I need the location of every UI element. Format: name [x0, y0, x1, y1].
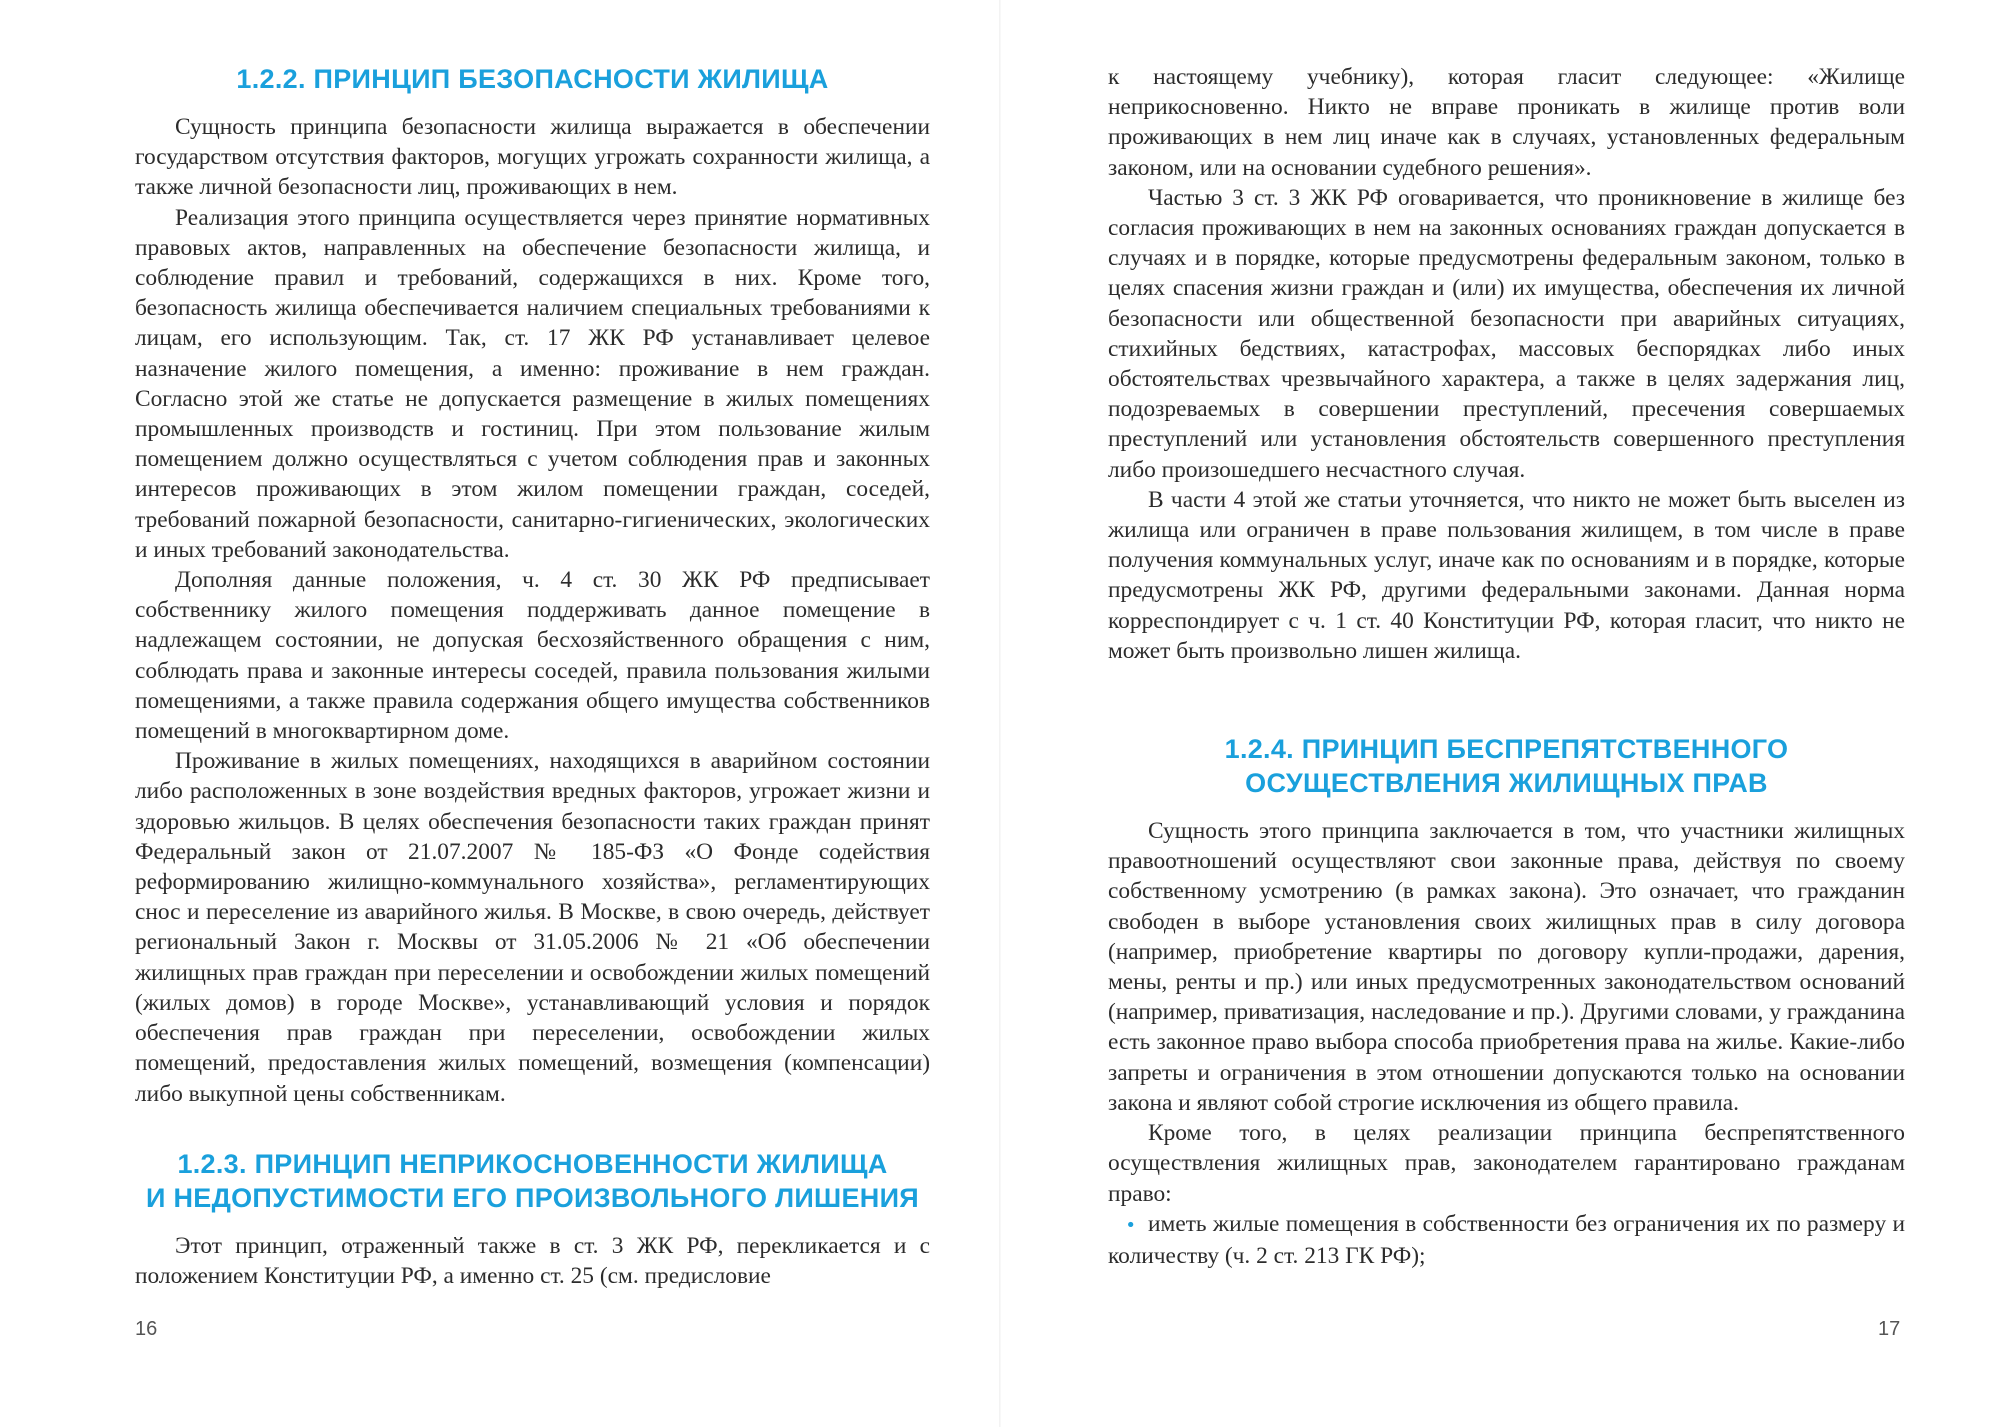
heading-1-2-4-line-2: ОСУЩЕСТВЛЕНИЯ ЖИЛИЩНЫХ ПРАВ	[1245, 768, 1768, 799]
paragraph: В части 4 этой же статьи уточняется, что никто не может быть выселен из жилища или ограничен в праве пользования жилищем, в том числе в праве получения коммунальных услуг, иначе как по основаниям и в порядке, которые предусмотрены ЖК РФ, другими федеральными законами. Данная норма корреспондирует с ч. 1 ст. 40 Конституции РФ, которая гласит, что никто не может быть произвольно лишен жилища.	[1108, 486, 1905, 664]
book-gutter	[999, 0, 1001, 1427]
heading-1-2-3-line-1: 1.2.3. ПРИНЦИП НЕПРИКОСНОВЕННОСТИ ЖИЛИЩА	[177, 1148, 888, 1179]
list-item	[1108, 1209, 1905, 1271]
right-page	[1108, 62, 1905, 1362]
heading-1-2-2	[135, 62, 930, 96]
list-item-text: иметь жилые помещения в собственности без ограничения их по размеру и количеству (ч. 2 ст. 213 ГК РФ);	[1108, 1210, 1905, 1269]
paragraph: Сущность принципа безопасности жилища выражается в обеспечении государством отсутствия факторов, могущих угрожать сохранности жилища, а также личной безопасности лиц, проживающих в нем.	[135, 114, 930, 201]
bullet-list	[1108, 1209, 1905, 1271]
bullet-icon: •	[1125, 1214, 1136, 1236]
heading-1-2-3-line-2: И НЕДОПУСТИМОСТИ ЕГО ПРОИЗВОЛЬНОГО ЛИШЕНИЯ	[145, 1182, 919, 1213]
heading-1-2-4-line-1: 1.2.4. ПРИНЦИП БЕСПРЕПЯТСТВЕННОГО	[1224, 734, 1789, 765]
paragraph: Дополняя данные положения, ч. 4 ст. 30 ЖК РФ предписывает собственнику жилого помещения поддерживать данное помещение в надлежащем состоянии, не допуская бесхозяйственного обращения с ним, соблюдать права и законные интересы соседей, правила пользования жилыми помещениями, а также правила содержания общего имущества собственников помещений в многоквартирном доме.	[135, 567, 930, 745]
paragraph-continuation: к настоящему учебнику), которая гласит следующее: «Жилище неприкосновенно. Никто не вправе проникать в жилище против воли проживающих в нем лиц иначе как в случаях, установленных федеральным законом, или на основании судебного решения».	[1108, 64, 1905, 181]
paragraph: Кроме того, в целях реализации принципа беспрепятственного осуществления жилищных прав, законодателем гарантировано гражданам право:	[1108, 1120, 1905, 1207]
paragraph: Сущность этого принципа заключается в том, что участники жилищных правоотношений осуществляют свои законные права, действуя по своему собственному усмотрению (в рамках закона). Это означает, что гражданин свободен в выборе установления своих жилищных прав в силу договора (например, приобретение квартиры по договору купли-продажи, дарения, мены, ренты и пр.) или иных предусмотренных законодательством оснований (например, приватизация, наследование и пр.). Другими словами, у гражданина есть законное право выбора способа приобретения права на жилье. Какие-либо запреты и ограничения в этом отношении допускаются только на основании закона и являют собой строгие исключения из общего правила.	[1108, 818, 1905, 1116]
heading-1-2-3	[135, 1147, 930, 1215]
paragraph: Этот принцип, отраженный также в ст. 3 ЖК РФ, перекликается и с положением Конституции РФ, а именно ст. 25 (см. предисловие	[135, 1232, 930, 1289]
paragraph: Проживание в жилых помещениях, находящихся в аварийном состоянии либо расположенных в зоне воздействия вредных факторов, угрожает жизни и здоровью жильцов. В целях обеспечения безопасности таких граждан принят Федеральный закон от 21.07.2007 № 185-ФЗ «О Фонде содействия реформированию жилищно-коммунального хозяйства», регламентирующих снос и переселение из аварийного жилья. В Москве, в свою очередь, действует региональный Закон г. Москвы от 31.05.2006 № 21 «Об обеспечении жилищных прав граждан при переселении и освобождении жилых помещений (жилых домов) в городе Москве», устанавливающий условия и порядок обеспечения прав граждан при переселении, освобождении жилых помещений, предоставления жилых помещений, возмещения (компенсации) либо выкупной цены собственникам.	[135, 748, 930, 1107]
paragraph: Реализация этого принципа осуществляется через принятие нормативных правовых актов, направленных на обеспечение безопасности жилища, и соблюдение правил и требований, содержащихся в них. Кроме того, безопасность жилища обеспечивается наличием специальных требованиями к лицам, его использующим. Так, ст. 17 ЖК РФ устанавливает целевое назначение жилого помещения, а именно: проживание в нем граждан. Согласно этой же статье не допускается размещение в жилых помещениях промышленных производств и гостиниц. При этом пользование жилым помещением должно осуществляться с учетом соблюдения прав и законных интересов проживающих в этом жилом помещении граждан, соседей, требований пожарной безопасности, санитарно-гигиенических, экологических и иных требований законодательства.	[135, 204, 930, 563]
page-number-right: 17	[1878, 1318, 1901, 1340]
page-number-left: 16	[135, 1318, 158, 1340]
left-page	[135, 62, 930, 1362]
paragraph: Частью 3 ст. 3 ЖК РФ оговаривается, что проникновение в жилище без согласия проживающих в нем на законных основаниях граждан допускается в случаях и в порядке, которые предусмотрены федеральным законом, только в целях спасения жизни граждан и (или) их имущества, обеспечения их личной безопасности или общественной безопасности при аварийных ситуациях, стихийных бедствиях, катастрофах, массовых беспорядках либо иных обстоятельствах чрезвычайного характера, а также в целях задержания лиц, подозреваемых в совершении преступлений, пресечения совершаемых преступлений или установления обстоятельств совершенного преступления либо произошедшего несчастного случая.	[1108, 184, 1905, 483]
heading-1-2-4	[1108, 732, 1905, 800]
heading-1-2-2-text: 1.2.2. ПРИНЦИП БЕЗОПАСНОСТИ ЖИЛИЩА	[236, 64, 829, 94]
